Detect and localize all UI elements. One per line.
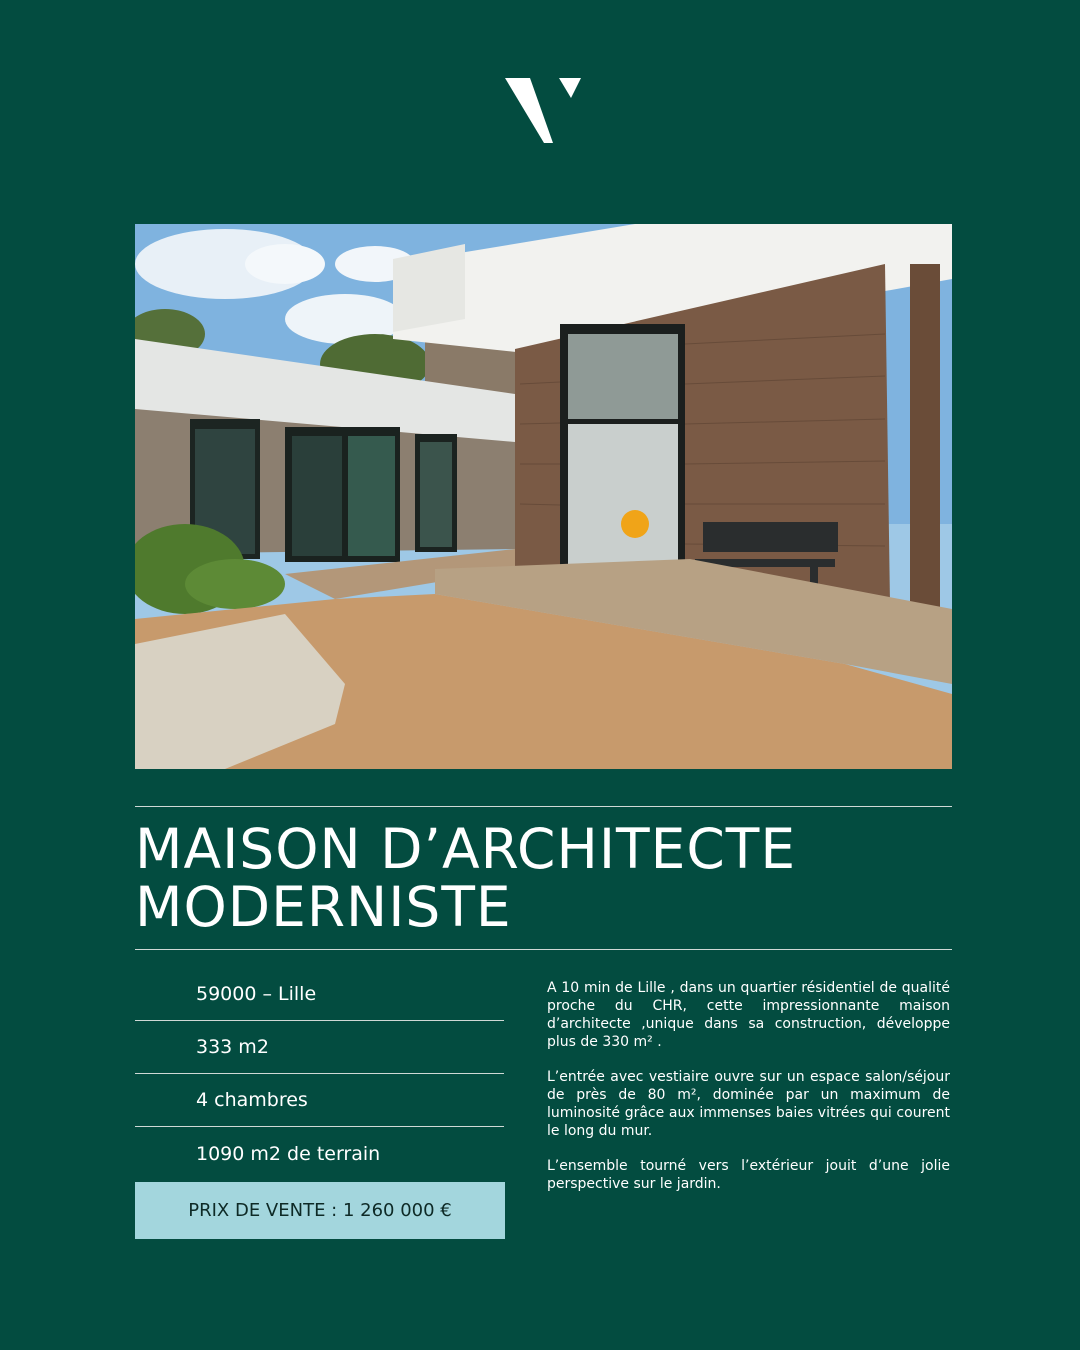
facts-list: [135, 967, 504, 1180]
fact-living-area: 333 m2: [135, 1021, 504, 1074]
listing-title: [135, 817, 952, 939]
divider: [135, 806, 952, 807]
v-monogram-icon: [503, 76, 583, 146]
property-photo: [135, 224, 952, 769]
fact-location: 59000 – Lille: [135, 967, 504, 1021]
fact-bedrooms: 4 chambres: [135, 1074, 504, 1127]
title-line-1: MAISON D’ARCHITECTE: [135, 817, 797, 881]
description: [547, 979, 950, 1210]
title-line-2: MODERNISTE: [135, 875, 512, 939]
description-paragraph: L’ensemble tourné vers l’extérieur jouit d’une jolie perspective sur le jardin.: [547, 1158, 950, 1192]
description-paragraph: A 10 min de Lille , dans un quartier résidentiel de qualité proche du CHR, cette impressionnante maison d’architecte ,unique dans sa construction, développe plus de 330 m² .: [547, 980, 950, 1050]
divider: [135, 949, 952, 950]
description-paragraph: L’entrée avec vestiaire ouvre sur un espace salon/séjour de près de 80 m², dominée par un maximum de luminosité grâce aux immenses baies vitrées qui courent le long du mur.: [547, 1069, 950, 1139]
sale-price-badge[interactable]: PRIX DE VENTE : 1 260 000 €: [135, 1182, 505, 1239]
fact-land-area: 1090 m2 de terrain: [196, 1142, 381, 1165]
